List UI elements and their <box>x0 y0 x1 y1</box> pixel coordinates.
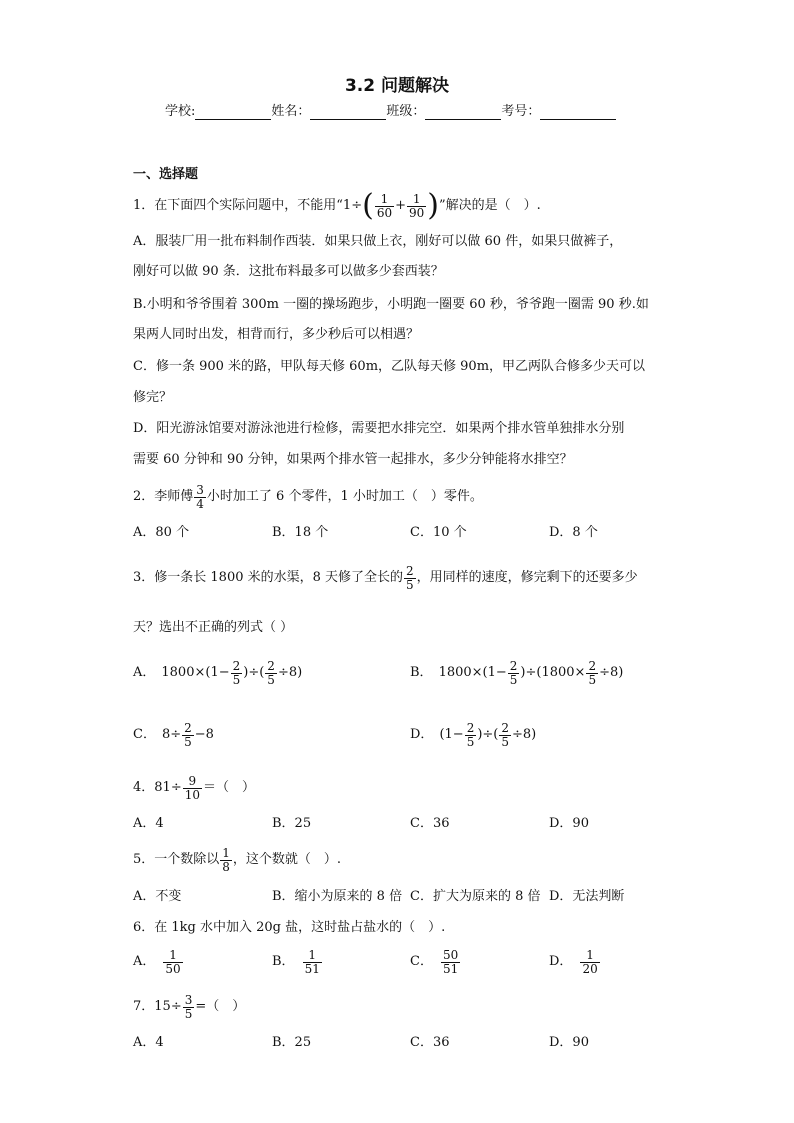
student-info-row <box>165 104 616 120</box>
q6-option-d[interactable]: D． $\frac{1}{20}$ <box>549 947 598 976</box>
q4-fraction: $\frac{9}{10}$ <box>184 773 200 802</box>
class-field[interactable] <box>425 105 501 120</box>
question-3-stem <box>133 558 638 598</box>
q1-option-b-line1[interactable]: B.小明和爷爷围着 300m 一圈的操场跑步，小明跑一圈要 60 秒，爷爷跑一圈需 90 秒.如 <box>133 297 649 312</box>
q6-option-c[interactable]: C． $\frac{50}{51}$ <box>410 947 459 976</box>
q2-option-d[interactable]: D．8 个 <box>549 525 598 540</box>
q1-option-d-line1[interactable]: D．阳光游泳馆要对游泳池进行检修，需要把水排完空．如果两个排水管单独排水分别 <box>133 421 625 436</box>
q1-fraction-2: $\frac{1}{90}$ <box>409 191 425 220</box>
q2-option-a[interactable]: A．80 个 <box>133 525 190 540</box>
q5-option-d[interactable]: D．无法判断 <box>549 889 625 904</box>
exam-no-field[interactable] <box>540 105 616 120</box>
question-6-stem: 6．在 1kg 水中加入 20g 盐，这时盐占盐水的（ ）. <box>133 920 446 935</box>
q1-suffix: ”解决的是（ ）. <box>439 198 541 213</box>
section-title: 一、选择题 <box>133 167 199 182</box>
name-label: 姓名： <box>271 104 311 119</box>
q2-fraction: $\frac{3}{4}$ <box>196 482 204 511</box>
q7-option-a[interactable]: A．4 <box>133 1035 164 1050</box>
q2-prefix: 2．李师傅 <box>133 489 194 504</box>
q5-option-a[interactable]: A．不变 <box>133 889 182 904</box>
q4-option-a[interactable]: A．4 <box>133 816 164 831</box>
class-label: 班级： <box>386 104 426 119</box>
q5-option-b[interactable]: B．缩小为原来的 8 倍 <box>272 889 403 904</box>
q3-option-d[interactable]: D． (1− $\frac{2}{5}$ )÷( $\frac{2}{5}$ ÷8) <box>410 720 537 749</box>
question-7-stem: 7．15÷ $\frac{3}{5}$ =（ ） <box>133 992 246 1021</box>
q3-suffix: ，用同样的速度，修完剩下的还要多少 <box>416 570 638 585</box>
left-paren: ( <box>362 188 374 223</box>
right-paren: ) <box>427 188 439 223</box>
question-1-stem <box>133 186 541 226</box>
q1-prefix: 1．在下面四个实际问题中，不能用“1÷ <box>133 198 363 213</box>
q2-option-c[interactable]: C．10 个 <box>410 525 467 540</box>
q4-option-d[interactable]: D．90 <box>549 816 589 831</box>
q5-fraction: $\frac{1}{8}$ <box>222 845 230 874</box>
q1-option-c-line2: 修完？ <box>133 390 173 405</box>
q3-option-c[interactable]: C． 8÷ $\frac{2}{5}$ −8 <box>133 720 214 749</box>
q3-prefix: 3．修一条长 1800 米的水渠，8 天修了全长的 <box>133 570 404 585</box>
question-2-stem <box>133 481 483 513</box>
question-5-stem: 5．一个数除以 $\frac{1}{8}$ ，这个数就（ ）. <box>133 845 342 874</box>
q2-suffix: 小时加工了 6 个零件，1 小时加工（ ）零件。 <box>206 489 483 504</box>
q7-option-c[interactable]: C．36 <box>410 1035 450 1050</box>
q2-option-b[interactable]: B．18 个 <box>272 525 329 540</box>
q3-fraction: $\frac{2}{5}$ <box>406 563 414 592</box>
school-field[interactable] <box>195 105 271 120</box>
q6-option-a[interactable]: A． $\frac{1}{50}$ <box>133 947 181 976</box>
q7-option-b[interactable]: B．25 <box>272 1035 312 1050</box>
q1-option-b-line2: 果两人同时出发，相背而行，多少秒后可以相遇？ <box>133 327 420 342</box>
q1-option-d-line2: 需要 60 分钟和 90 分钟，如果两个排水管一起排水，多少分钟能将水排空？ <box>133 452 573 467</box>
q5-option-c[interactable]: C．扩大为原来的 8 倍 <box>410 889 541 904</box>
q7-option-d[interactable]: D．90 <box>549 1035 589 1050</box>
q1-fraction-1: $\frac{1}{60}$ <box>376 191 393 220</box>
q1-plus: + <box>395 198 406 213</box>
q1-option-c-line1[interactable]: C．修一条 900 米的路，甲队每天修 60m，乙队每天修 90m，甲乙两队合修多少天可以 <box>133 359 646 374</box>
q3-option-b[interactable]: B． 1800×(1− $\frac{2}{5}$ )÷(1800× $\frac{2}{5}$ ÷8) <box>410 658 624 687</box>
q3-option-a[interactable]: A． 1800×(1− $\frac{2}{5}$ )÷( $\frac{2}{5}$ ÷8) <box>133 658 303 687</box>
q3-stem-line2: 天？选出不正确的列式（ ） <box>133 620 294 635</box>
q1-option-a-line2: 刚好可以做 90 条．这批布料最多可以做多少套西装？ <box>133 264 444 279</box>
q4-option-b[interactable]: B．25 <box>272 816 312 831</box>
q4-option-c[interactable]: C．36 <box>410 816 450 831</box>
school-label: 学校: <box>165 104 196 119</box>
name-field[interactable] <box>310 105 386 120</box>
q1-option-a-line1[interactable]: A．服装厂用一批布料制作西装．如果只做上衣，刚好可以做 60 件，如果只做裤子， <box>133 234 623 249</box>
question-4-stem: 4．81÷ $\frac{9}{10}$ ＝（ ） <box>133 773 256 802</box>
q6-option-b[interactable]: B． $\frac{1}{51}$ <box>272 947 320 976</box>
exam-no-label: 考号： <box>501 104 541 119</box>
q7-fraction: $\frac{3}{5}$ <box>184 992 193 1021</box>
page-title: 3.2 问题解决 <box>344 76 450 96</box>
